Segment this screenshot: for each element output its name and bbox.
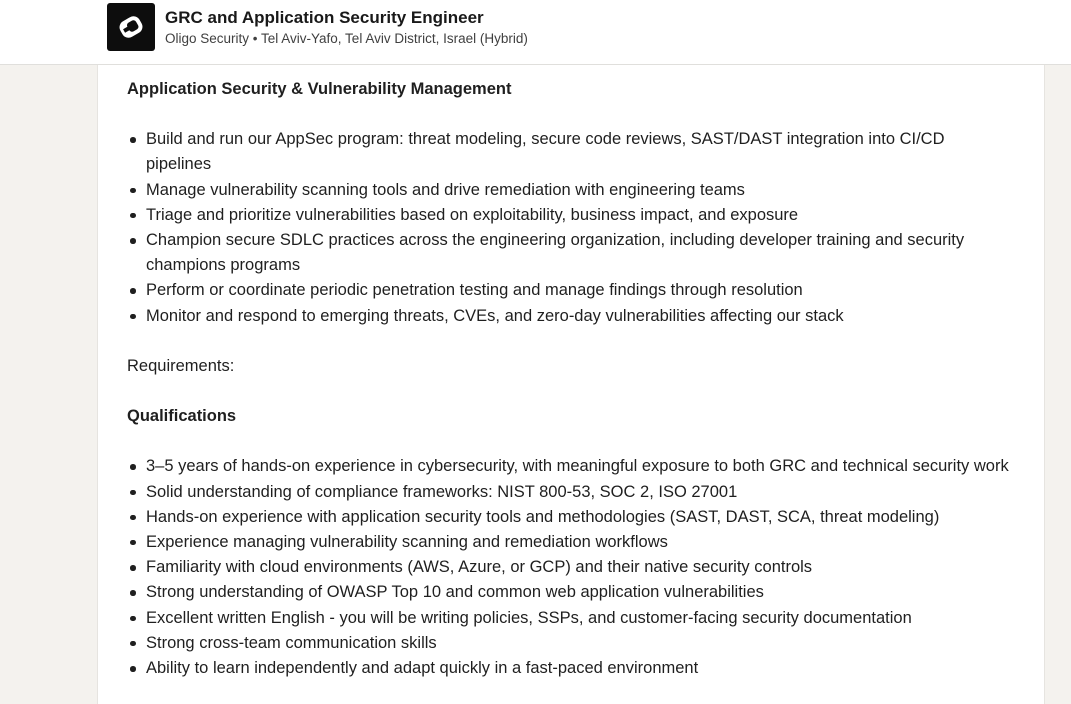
list-item: Excellent written English - you will be writing policies, SSPs, and customer-facing security documentation bbox=[146, 606, 1027, 631]
list-item: 3–5 years of hands-on experience in cybersecurity, with meaningful exposure to both GRC and technical security work bbox=[146, 454, 1027, 479]
job-header-bar bbox=[0, 0, 1071, 65]
job-description bbox=[127, 77, 1027, 681]
list-item: Monitor and respond to emerging threats, CVEs, and zero-day vulnerabilities affecting our stack bbox=[146, 304, 1027, 329]
list-item: Manage vulnerability scanning tools and drive remediation with engineering teams bbox=[146, 178, 1027, 203]
list-item: Strong cross-team communication skills bbox=[146, 631, 1027, 656]
qualifications-heading: Qualifications bbox=[127, 407, 237, 426]
list-item: Strong understanding of OWASP Top 10 and common web application vulnerabilities bbox=[146, 580, 1027, 605]
appsec-list bbox=[127, 127, 1027, 329]
requirements-label: Requirements: bbox=[127, 357, 235, 375]
list-item: Ability to learn independently and adapt quickly in a fast-paced environment bbox=[146, 656, 1027, 681]
job-description-card bbox=[97, 65, 1045, 704]
oligo-logo-icon bbox=[114, 10, 148, 44]
company-logo[interactable] bbox=[107, 3, 155, 51]
list-item: Familiarity with cloud environments (AWS, Azure, or GCP) and their native security controls bbox=[146, 555, 1027, 580]
list-item: Champion secure SDLC practices across the engineering organization, including developer training and security champions programs bbox=[146, 228, 976, 278]
list-item: Solid understanding of compliance frameworks: NIST 800-53, SOC 2, ISO 27001 bbox=[146, 480, 1027, 505]
job-company-location: Oligo Security • Tel Aviv-Yafo, Tel Aviv District, Israel (Hybrid) bbox=[165, 31, 528, 46]
qualifications-list bbox=[127, 454, 1027, 681]
appsec-heading: Application Security & Vulnerability Management bbox=[127, 80, 512, 98]
list-item: Perform or coordinate periodic penetration testing and manage findings through resolution bbox=[146, 278, 1027, 303]
list-item: Hands-on experience with application security tools and methodologies (SAST, DAST, SCA, threat modeling) bbox=[146, 505, 1027, 530]
job-title[interactable]: GRC and Application Security Engineer bbox=[165, 8, 484, 27]
list-item: Build and run our AppSec program: threat modeling, secure code reviews, SAST/DAST integration into CI/CD pipelines bbox=[146, 127, 976, 177]
list-item: Experience managing vulnerability scanning and remediation workflows bbox=[146, 530, 1027, 555]
list-item: Triage and prioritize vulnerabilities based on exploitability, business impact, and exposure bbox=[146, 203, 1027, 228]
